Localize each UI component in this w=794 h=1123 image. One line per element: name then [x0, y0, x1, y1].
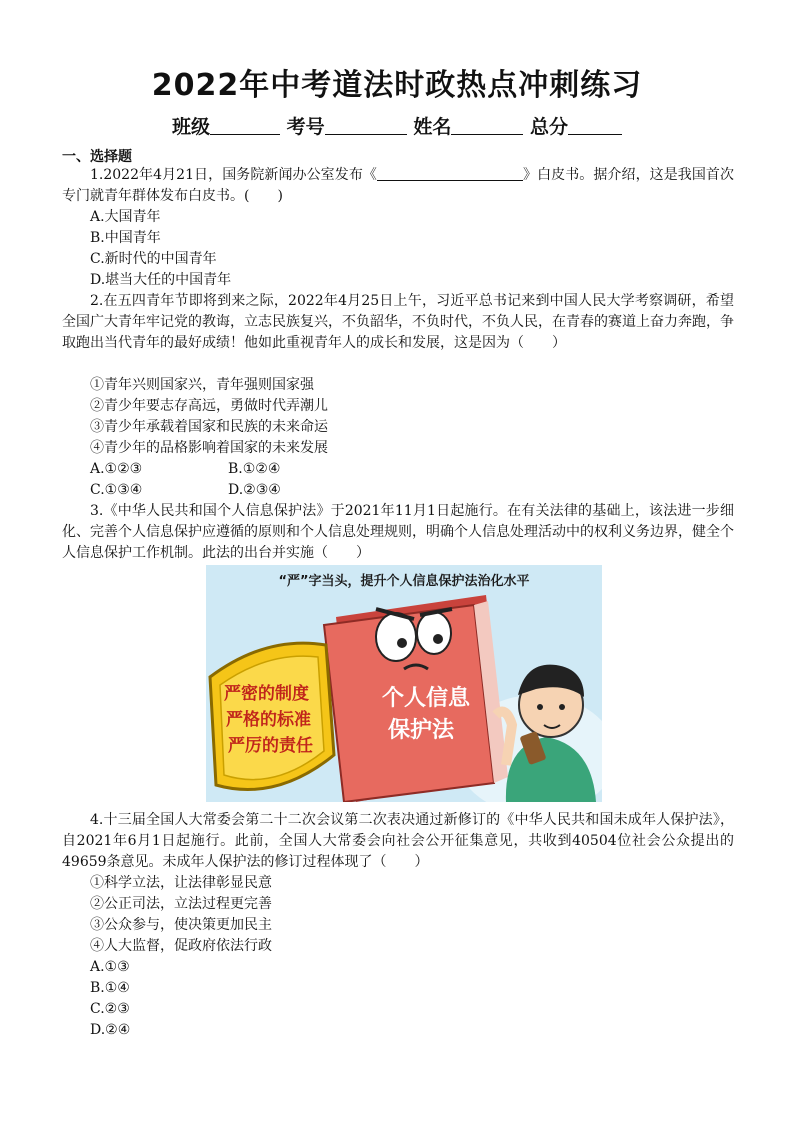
q2-option-a: A.①②③ — [90, 461, 143, 477]
q2-item-4: ④青少年的品格影响着国家的未来发展 — [90, 440, 328, 456]
book-title-line-1: 个人信息 — [382, 686, 471, 711]
q1-stem-a: 1.2022年4月21日，国务院新闻办公室发布《 — [90, 167, 377, 183]
boy-right-eye — [559, 704, 565, 710]
q2-item-3: ③青少年承载着国家和民族的未来命运 — [90, 419, 328, 435]
q2-option-d: D.②③④ — [228, 482, 281, 498]
illustration-svg — [206, 565, 602, 802]
question-3 — [62, 501, 734, 564]
privacy-law-illustration — [206, 565, 602, 802]
q1-option-a: A.大国青年 — [90, 209, 161, 225]
book-title-line-2: 保护法 — [388, 718, 455, 743]
q2-option-b: B.①②④ — [228, 461, 281, 477]
q4-option-d: D.②④ — [90, 1022, 131, 1038]
name-label: 姓名 — [413, 116, 452, 138]
q2-item-1: ①青年兴则国家兴，青年强则国家强 — [90, 377, 314, 393]
q4-stem: 4.十三届全国人大常委会第二十二次会议第二次表决通过新修订的《中华人民共和国未成年人保护法》，自2021年6月1日起施行。此前，全国人大常委会向社会公开征集意见，共收到40504位社会公众提出的49659条意见。未成年人保护法的修订过程体现了（ ） — [62, 812, 734, 870]
exam-no-blank — [325, 116, 407, 135]
illustration-banner: “严”字当头，提升个人信息保护法治化水平 — [278, 574, 530, 589]
exam-no-label: 考号 — [286, 116, 325, 138]
q1-option-b: B.中国青年 — [90, 230, 161, 246]
book-left-eye — [376, 613, 416, 661]
q2-option-c: C.①③④ — [90, 482, 143, 498]
q4-item-1: ①科学立法，让法律彰显民意 — [90, 875, 272, 891]
student-info-line — [0, 112, 794, 139]
q2-stem: 2.在五四青年节即将到来之际，2022年4月25日上午，习近平总书记来到中国人民大学考察调研，希望全国广大青年牢记党的教诲，立志民族复兴，不负韶华，不负时代，不负人民，在青春的赛道上奋力奔跑，争取跑出当代青年的最好成绩！他如此重视青年人的成长和发展，这是因为（ ） — [62, 293, 734, 351]
q4-option-c: C.②③ — [90, 1001, 130, 1017]
q1-blank — [377, 166, 523, 181]
section-heading: 一、选择题 — [62, 149, 132, 165]
shield-line-3: 严厉的责任 — [228, 736, 313, 756]
book-right-pupil — [433, 634, 443, 644]
q4-option-b: B.①④ — [90, 980, 130, 996]
question-1 — [62, 165, 734, 207]
question-4 — [62, 810, 734, 873]
q4-item-2: ②公正司法，立法过程更完善 — [90, 896, 272, 912]
score-label: 总分 — [529, 116, 568, 138]
q3-stem: 3.《中华人民共和国个人信息保护法》于2021年11月1日起施行。在有关法律的基础上，该法进一步细化、完善个人信息保护应遵循的原则和个人信息处理规则，明确个人信息处理活动中的权利义务边界，健全个人信息保护工作机制。此法的出台并实施（ ） — [62, 503, 734, 561]
book-left-pupil — [397, 638, 407, 648]
boy-left-eye — [537, 704, 543, 710]
class-blank — [210, 116, 280, 135]
name-blank — [451, 116, 523, 135]
q2-item-2: ②青少年要志存高远，勇做时代弄潮儿 — [90, 398, 328, 414]
law-book — [324, 595, 508, 802]
shield-line-2: 严格的标准 — [226, 710, 311, 730]
shield-line-1: 严密的制度 — [224, 684, 309, 704]
class-label: 班级 — [172, 116, 211, 138]
book-right-eye — [417, 612, 451, 654]
q1-stem-b: 》白皮书。据介绍，这是我国首次专门就青年群体发布白皮书。( ) — [62, 167, 734, 204]
q4-item-4: ④人大监督，促政府依法行政 — [90, 938, 272, 954]
question-2 — [62, 291, 734, 354]
q4-option-a: A.①③ — [90, 959, 130, 975]
shield — [210, 643, 334, 789]
q4-item-3: ③公众参与，使决策更加民主 — [90, 917, 272, 933]
page-title: 2022年中考道法时政热点冲刺练习 — [151, 68, 643, 103]
q1-option-d: D.堪当大任的中国青年 — [90, 272, 232, 288]
q1-option-c: C.新时代的中国青年 — [90, 251, 217, 267]
score-blank — [568, 116, 622, 135]
